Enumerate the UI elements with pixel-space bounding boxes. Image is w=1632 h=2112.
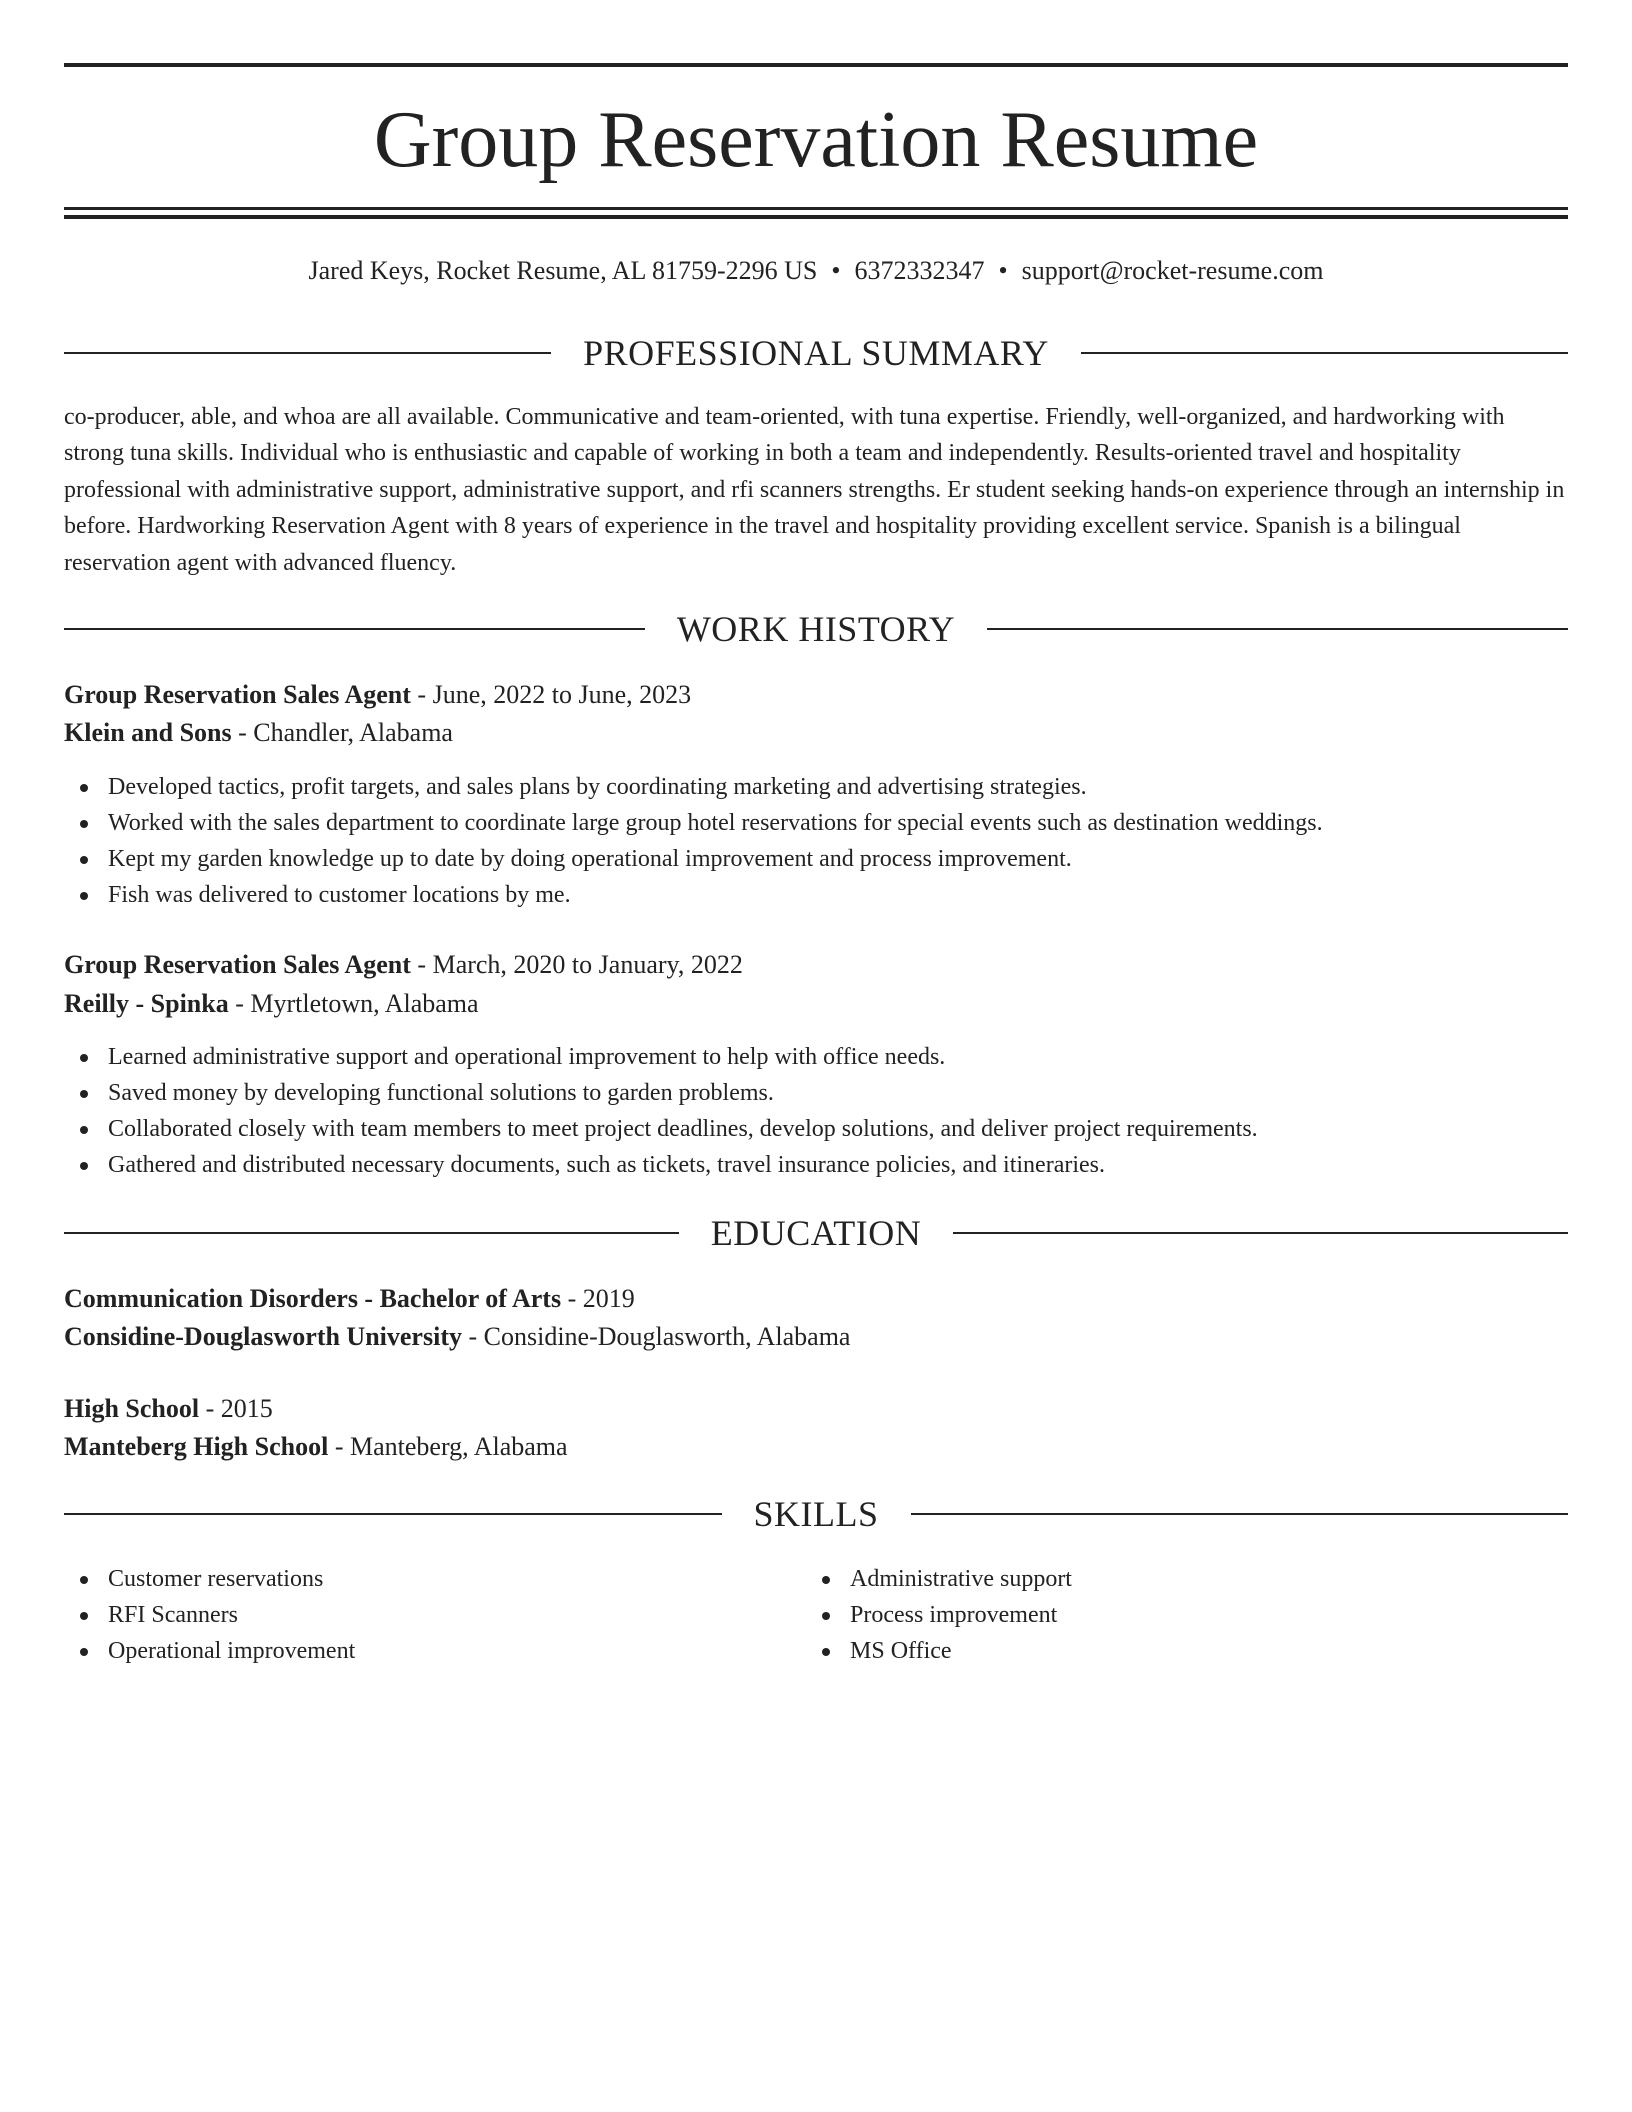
job-company-line (64, 986, 1568, 1022)
education-location: - Manteberg, Alabama (328, 1432, 568, 1461)
contact-line (64, 254, 1568, 288)
education-degree-line (64, 1281, 1568, 1317)
job-title-line (64, 947, 1568, 983)
education-school: Manteberg High School (64, 1432, 329, 1461)
divider-line (1081, 352, 1568, 354)
summary-text: co-producer, able, and whoa are all available. Communicative and team-oriented, with tuna expertise. Friendly, well-organized, and hardworking with strong tuna skills. Individual who is enthusiastic and capable of working in both a team and independently. Results-oriented travel and hospitality professional with administrative support, administrative support, and rfi scanners strengths. Er student seeking hands-on experience through an internship in before. Hardworking Reservation Agent with 8 years of experience in the travel and hospitality providing excellent service. Spanish is a bilingual reservation agent with advanced fluency. (64, 404, 1565, 576)
contact-phone: 6372332347 (854, 256, 985, 285)
job-dates: - June, 2022 to June, 2023 (410, 680, 692, 709)
top-rule (64, 63, 1568, 67)
contact-separator: • (998, 256, 1008, 285)
skill-item: Operational improvement (108, 1633, 355, 1669)
section-title-work: WORK HISTORY (676, 609, 956, 649)
list-item: Developed tactics, profit targets, and sales plans by coordinating marketing and advertising strategies. (108, 769, 1323, 805)
contact-email: support@rocket-resume.com (1021, 256, 1324, 285)
education-degree-line (64, 1391, 1568, 1427)
divider-line (953, 1232, 1568, 1234)
contact-separator: • (831, 256, 841, 285)
section-title-education: EDUCATION (710, 1213, 922, 1253)
skills-list-left (64, 1561, 355, 1669)
job-location: - Myrtletown, Alabama (228, 989, 479, 1018)
divider-line (64, 1232, 679, 1234)
contact-address: Jared Keys, Rocket Resume, AL 81759-2296 US (308, 256, 818, 285)
section-title-summary: PROFESSIONAL SUMMARY (583, 333, 1049, 373)
skills-list-right (806, 1561, 1072, 1669)
list-item: Fish was delivered to customer locations by me. (108, 877, 1323, 913)
list-item: Learned administrative support and operational improvement to help with office needs. (108, 1039, 1258, 1075)
education-year: - 2015 (199, 1394, 273, 1423)
job-company: Reilly - Spinka (64, 989, 229, 1018)
skill-item: Customer reservations (108, 1561, 355, 1597)
education-school-line (64, 1429, 1568, 1465)
list-item: Worked with the sales department to coordinate large group hotel reservations for special events such as destination weddings. (108, 805, 1323, 841)
divider-line (64, 628, 645, 630)
divider-line (987, 628, 1568, 630)
section-heading-work (64, 607, 1568, 651)
skill-item: MS Office (850, 1633, 1072, 1669)
section-heading-education (64, 1211, 1568, 1255)
job-bullets (64, 1039, 1258, 1183)
skill-item: RFI Scanners (108, 1597, 355, 1633)
skill-item: Administrative support (850, 1561, 1072, 1597)
divider-line (64, 352, 551, 354)
section-title-skills: SKILLS (753, 1494, 879, 1534)
education-school: Considine-Douglasworth University (64, 1322, 462, 1351)
education-degree: High School (64, 1394, 200, 1423)
education-degree: Communication Disorders - Bachelor of Arts (64, 1284, 562, 1313)
list-item: Collaborated closely with team members to meet project deadlines, develop solutions, and deliver project requirements. (108, 1111, 1258, 1147)
job-title-line (64, 677, 1568, 713)
job-company: Klein and Sons (64, 718, 232, 747)
divider-line (64, 1513, 722, 1515)
education-location: - Considine-Douglasworth, Alabama (461, 1322, 851, 1351)
title-rule-upper (64, 207, 1568, 210)
job-bullets (64, 769, 1323, 913)
job-title: Group Reservation Sales Agent (64, 680, 411, 709)
job-title: Group Reservation Sales Agent (64, 950, 411, 979)
job-location: - Chandler, Alabama (231, 718, 453, 747)
section-heading-skills (64, 1492, 1568, 1536)
title-rule-lower (64, 215, 1568, 219)
education-school-line (64, 1319, 1568, 1355)
section-heading-summary (64, 331, 1568, 375)
job-company-line (64, 715, 1568, 751)
skill-item: Process improvement (850, 1597, 1072, 1633)
list-item: Saved money by developing functional solutions to garden problems. (108, 1075, 1258, 1111)
page-title: Group Reservation Resume (373, 96, 1259, 184)
job-dates: - March, 2020 to January, 2022 (410, 950, 743, 979)
list-item: Kept my garden knowledge up to date by doing operational improvement and process improvement. (108, 841, 1323, 877)
list-item: Gathered and distributed necessary documents, such as tickets, travel insurance policies, and itineraries. (108, 1147, 1258, 1183)
education-year: - 2019 (561, 1284, 635, 1313)
divider-line (911, 1513, 1569, 1515)
